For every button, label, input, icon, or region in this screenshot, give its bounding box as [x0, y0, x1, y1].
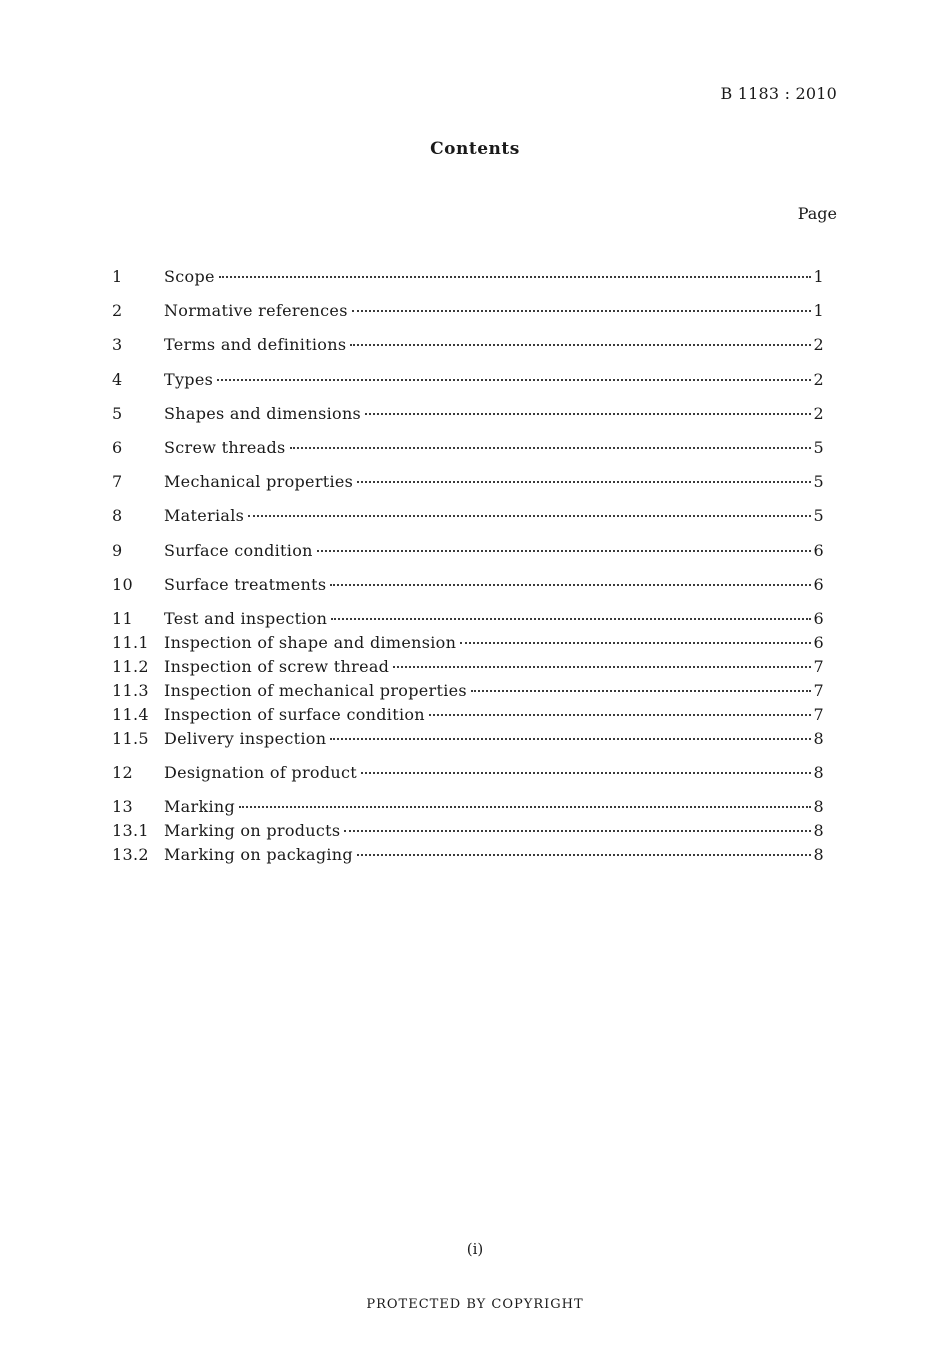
- toc-entry[interactable]: [112, 370, 824, 390]
- toc-entry[interactable]: [112, 335, 824, 355]
- dot-leader: [352, 310, 811, 312]
- toc-entry-number: 11.2: [112, 657, 149, 676]
- toc-entry-title: Marking: [164, 797, 236, 816]
- dot-leader: [344, 830, 810, 832]
- copyright-notice: PROTECTED BY COPYRIGHT: [366, 1297, 584, 1312]
- toc-entry-title: Inspection of mechanical properties: [164, 681, 467, 700]
- toc-entry-title: Test and inspection: [164, 609, 328, 628]
- page-folio: (i): [466, 1240, 484, 1258]
- toc-entry-number: 1: [112, 267, 123, 286]
- toc-entry-title: Designation of product: [164, 763, 357, 782]
- toc-entry[interactable]: [112, 301, 824, 321]
- toc-entry[interactable]: [112, 681, 824, 701]
- toc-entry-page: 7: [813, 705, 824, 724]
- toc-entry-title: Normative references: [164, 301, 348, 320]
- toc-entry-title: Shapes and dimensions: [164, 404, 362, 423]
- toc-entry-page: 6: [813, 575, 824, 594]
- toc-entry-number: 11.1: [112, 633, 149, 652]
- toc-entry[interactable]: [112, 763, 824, 783]
- toc-entry-title: Inspection of screw thread: [164, 657, 390, 676]
- toc-entry-number: 8: [112, 506, 123, 525]
- toc-entry-title: Screw threads: [164, 438, 286, 457]
- toc-entry-page: 6: [813, 633, 824, 652]
- toc-entry-page: 7: [813, 657, 824, 676]
- toc-entry-page: 8: [813, 821, 824, 840]
- dot-leader: [350, 344, 810, 346]
- toc-entry-page: 2: [813, 335, 824, 354]
- dot-leader: [460, 642, 810, 644]
- page-title: Contents: [430, 139, 520, 159]
- toc-entry[interactable]: [112, 657, 824, 677]
- toc-entry-page: 8: [813, 797, 824, 816]
- dot-leader: [365, 413, 810, 415]
- page-column-label: Page: [797, 204, 837, 223]
- dot-leader: [248, 515, 810, 517]
- dot-leader: [361, 772, 811, 774]
- dot-leader: [239, 806, 810, 808]
- dot-leader: [317, 550, 811, 552]
- toc-entry-page: 2: [813, 404, 824, 423]
- toc-entry-page: 8: [813, 763, 824, 782]
- toc-entry-page: 6: [813, 541, 824, 560]
- toc-entry-number: 5: [112, 404, 123, 423]
- dot-leader: [429, 714, 811, 716]
- toc-entry-number: 12: [112, 763, 133, 782]
- dot-leader: [357, 854, 811, 856]
- toc-entry-number: 4: [112, 370, 123, 389]
- toc-entry-number: 13: [112, 797, 133, 816]
- toc-entry[interactable]: [112, 575, 824, 595]
- dot-leader: [393, 666, 810, 668]
- toc-entry-page: 5: [813, 472, 824, 491]
- toc-entry-title: Surface treatments: [164, 575, 327, 594]
- toc-entry-title: Surface condition: [164, 541, 313, 560]
- toc-entry[interactable]: [112, 404, 824, 424]
- toc-entry-title: Mechanical properties: [164, 472, 354, 491]
- toc-entry[interactable]: [112, 506, 824, 526]
- toc-entry[interactable]: [112, 438, 824, 458]
- toc-entry-number: 7: [112, 472, 123, 491]
- toc-entry-title: Materials: [164, 506, 245, 525]
- toc-entry-number: 10: [112, 575, 133, 594]
- toc-entry-title: Inspection of shape and dimension: [164, 633, 457, 652]
- toc-entry[interactable]: [112, 267, 824, 287]
- toc-entry-title: Terms and definitions: [164, 335, 347, 354]
- toc-entry[interactable]: [112, 541, 824, 561]
- toc-entry-page: 5: [813, 506, 824, 525]
- toc-entry[interactable]: [112, 729, 824, 749]
- toc-entry[interactable]: [112, 821, 824, 841]
- toc-entry[interactable]: [112, 845, 824, 865]
- toc-entry[interactable]: [112, 609, 824, 629]
- dot-leader: [471, 690, 811, 692]
- toc-entry-number: 11.4: [112, 705, 149, 724]
- dot-leader: [331, 618, 810, 620]
- toc-entry-number: 11: [112, 609, 133, 628]
- toc-entry-number: 2: [112, 301, 123, 320]
- toc-entry-number: 11.5: [112, 729, 149, 748]
- toc-entry-number: 9: [112, 541, 123, 560]
- toc-entry-title: Delivery inspection: [164, 729, 327, 748]
- toc-entry[interactable]: [112, 633, 824, 653]
- toc-entry[interactable]: [112, 705, 824, 725]
- toc-entry-title: Inspection of surface condition: [164, 705, 425, 724]
- toc-entry-number: 13.2: [112, 845, 149, 864]
- toc-entry-page: 5: [813, 438, 824, 457]
- toc-entry-title: Marking on products: [164, 821, 341, 840]
- toc-entry[interactable]: [112, 472, 824, 492]
- toc-entry-title: Types: [164, 370, 214, 389]
- toc-entry-title: Scope: [164, 267, 215, 286]
- dot-leader: [217, 379, 810, 381]
- document-id: B 1183 : 2010: [720, 84, 837, 103]
- toc-entry-number: 3: [112, 335, 123, 354]
- toc-entry-page: 8: [813, 845, 824, 864]
- toc-entry-page: 2: [813, 370, 824, 389]
- toc-entry-page: 7: [813, 681, 824, 700]
- toc-entry-title: Marking on packaging: [164, 845, 353, 864]
- toc-entry-number: 6: [112, 438, 123, 457]
- dot-leader: [357, 481, 810, 483]
- toc-entry-number: 11.3: [112, 681, 149, 700]
- toc-entry[interactable]: [112, 797, 824, 817]
- dot-leader: [290, 447, 811, 449]
- dot-leader: [219, 276, 811, 278]
- dot-leader: [330, 738, 810, 740]
- dot-leader: [330, 584, 810, 586]
- toc-entry-page: 6: [813, 609, 824, 628]
- toc-entry-page: 1: [813, 267, 824, 286]
- toc-entry-number: 13.1: [112, 821, 149, 840]
- toc-entry-page: 1: [813, 301, 824, 320]
- toc-entry-page: 8: [813, 729, 824, 748]
